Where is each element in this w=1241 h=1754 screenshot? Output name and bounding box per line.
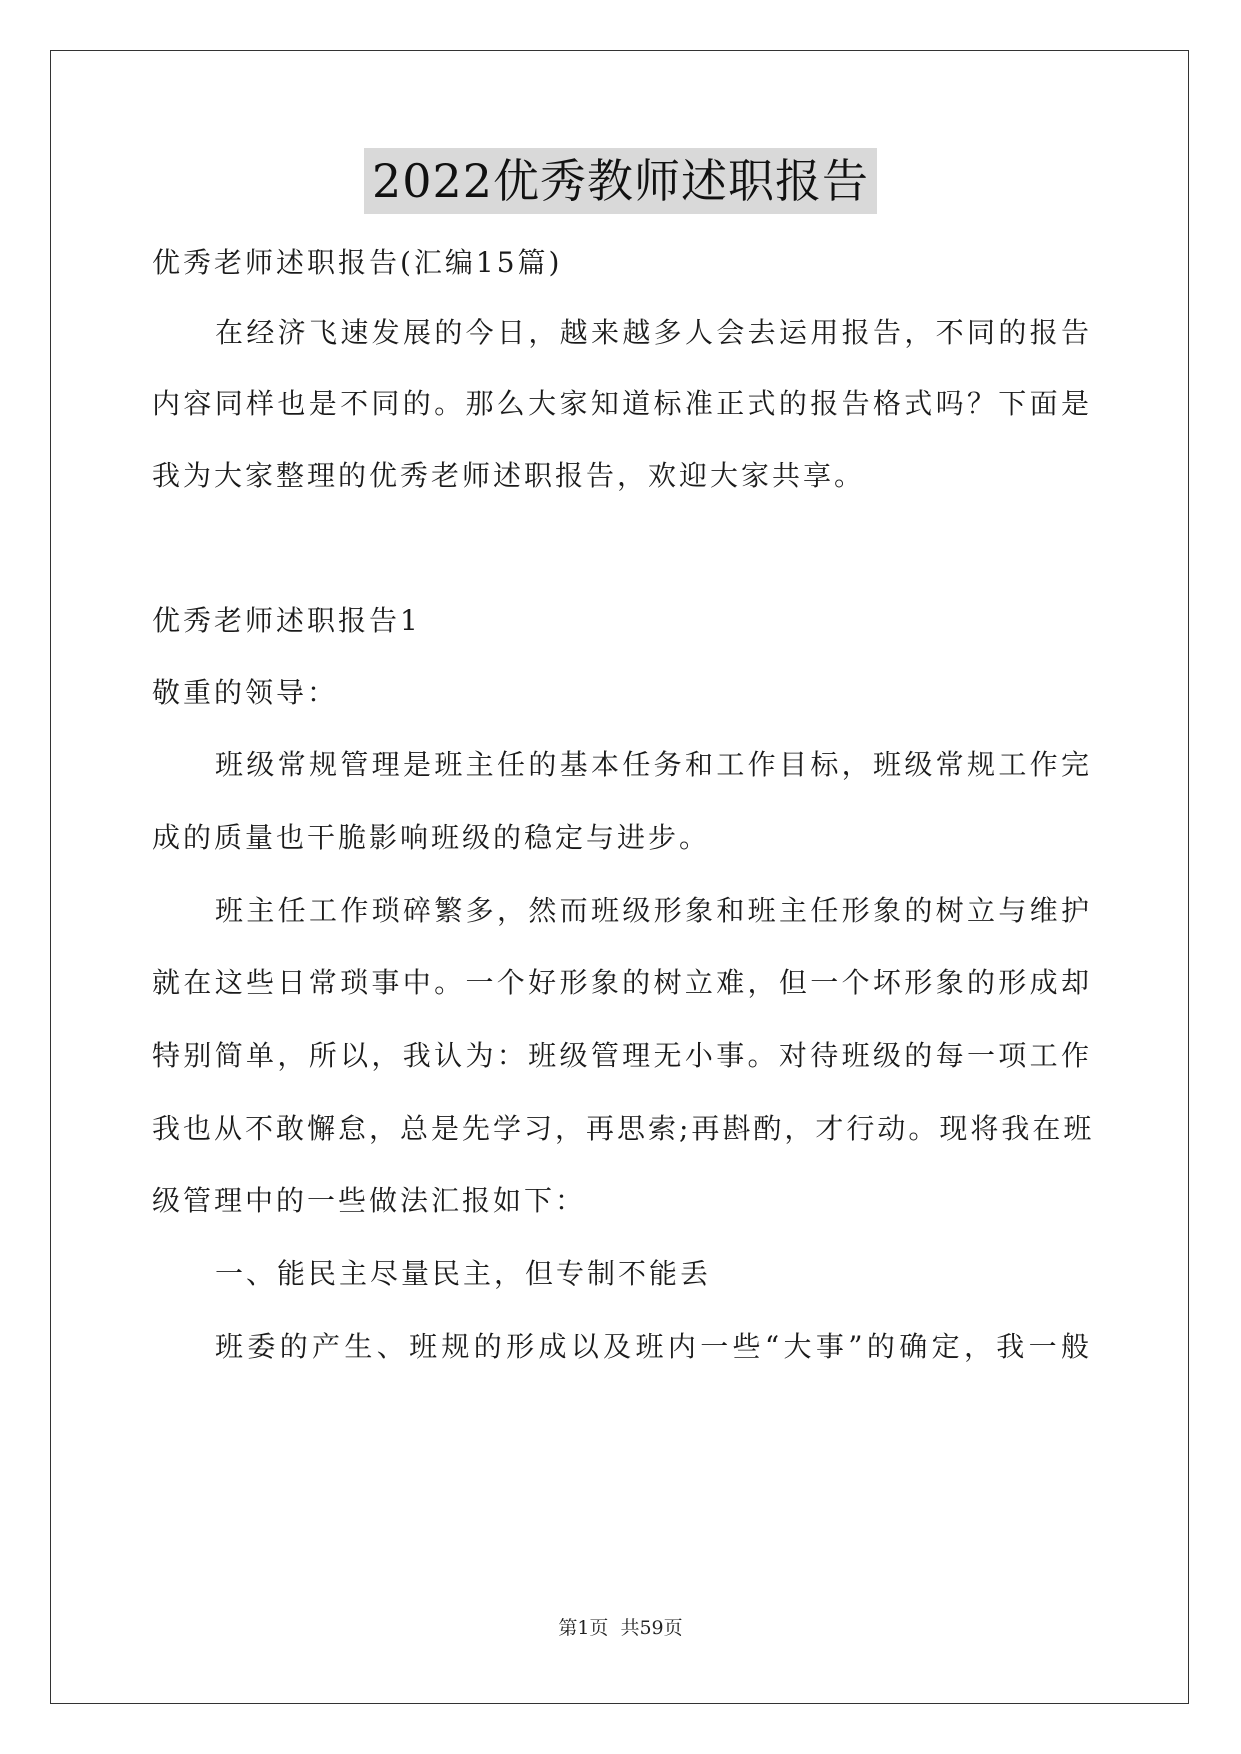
paragraph-line: 班级常规管理是班主任的基本任务和工作目标，班级常规工作完 bbox=[215, 748, 1092, 781]
paragraph-line: 成的质量也干脆影响班级的稳定与进步。 bbox=[152, 821, 711, 854]
page-number: 第1页 bbox=[558, 1617, 609, 1639]
page-border bbox=[50, 50, 1189, 1704]
paragraph-line: 就在这些日常琐事中。一个好形象的树立难，但一个坏形象的形成却 bbox=[152, 966, 1092, 999]
paragraph-line: 内容同样也是不同的。那么大家知道标准正式的报告格式吗？下面是 bbox=[152, 387, 1092, 420]
subtitle-line: 优秀老师述职报告(汇编15篇) bbox=[152, 246, 563, 279]
title-container bbox=[0, 148, 1241, 214]
paragraph-line: 班委的产生、班规的形成以及班内一些“大事”的确定，我一般 bbox=[215, 1330, 1092, 1363]
subsection-heading: 一、能民主尽量民主，但专制不能丢 bbox=[215, 1257, 712, 1290]
paragraph-line: 级管理中的一些做法汇报如下： bbox=[152, 1184, 587, 1217]
page-total: 共59页 bbox=[620, 1617, 683, 1639]
document-title: 2022优秀教师述职报告 bbox=[364, 148, 877, 214]
salutation: 敬重的领导： bbox=[152, 676, 339, 709]
paragraph-line: 我也从不敢懈怠，总是先学习，再思索;再斟酌，才行动。现将我在班 bbox=[152, 1112, 1095, 1145]
paragraph-line: 我为大家整理的优秀老师述职报告，欢迎大家共享。 bbox=[152, 459, 866, 492]
paragraph-line: 特别简单，所以，我认为：班级管理无小事。对待班级的每一项工作 bbox=[152, 1039, 1092, 1072]
paragraph-line: 班主任工作琐碎繁多，然而班级形象和班主任形象的树立与维护 bbox=[215, 894, 1092, 927]
page-footer bbox=[0, 1615, 1241, 1641]
paragraph-line: 在经济飞速发展的今日，越来越多人会去运用报告，不同的报告 bbox=[215, 316, 1092, 349]
section-heading: 优秀老师述职报告1 bbox=[152, 604, 421, 637]
